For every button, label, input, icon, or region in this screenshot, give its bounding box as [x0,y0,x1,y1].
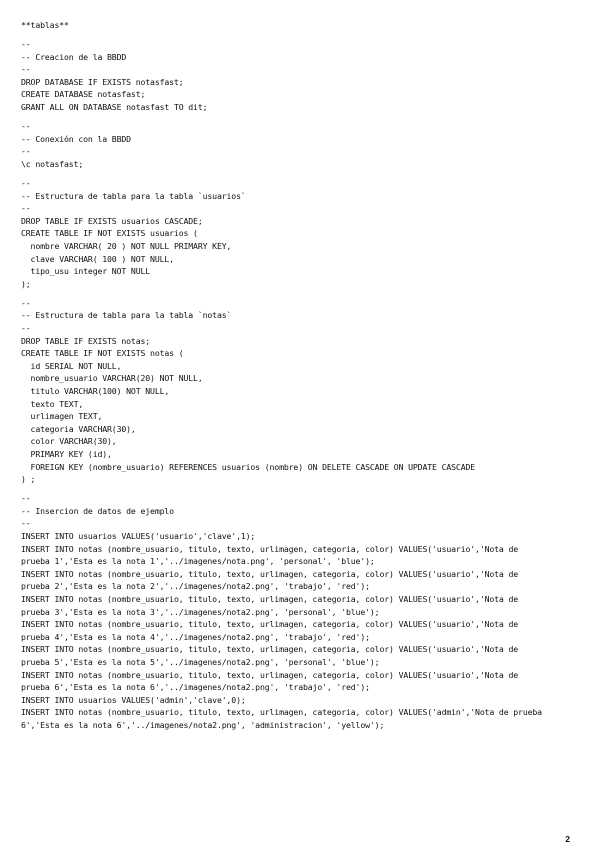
code-line: -- Estructura de tabla para la tabla `usuarios` [21,190,246,201]
code-line: -- Estructura de tabla para la tabla `notas` [21,310,232,321]
code-line: -- Creacion de la BBDD [21,51,127,62]
code-line: INSERT INTO usuarios VALUES('usuario','clave',1); [21,531,256,542]
document-heading: **tablas** [21,20,69,30]
code-line: INSERT INTO notas (nombre_usuario, titulo, texto, urlimagen, categoria, color) VALUES('usuario','Nota de [21,594,519,605]
code-line: -- [21,323,31,334]
code-block [21,492,581,731]
code-line: ) ; [21,474,36,485]
code-line: CREATE DATABASE notasfast; [21,89,146,100]
code-block [21,38,581,114]
code-line: color VARCHAR(30), [21,436,117,447]
code-line: INSERT INTO usuarios VALUES('admin','clave',0); [21,694,246,705]
document-page [21,19,581,732]
code-line: CREATE TABLE IF NOT EXISTS notas ( [21,348,184,359]
code-line: -- [21,493,31,504]
code-line: -- [21,121,31,132]
code-line: titulo VARCHAR(100) NOT NULL, [21,386,170,397]
code-line: INSERT INTO notas (nombre_usuario, titulo, texto, urlimagen, categoria, color) VALUES('usuario','Nota de [21,669,519,680]
code-line: -- Conexión con la BBDD [21,133,131,144]
page-number: 2 [565,834,570,844]
code-line: -- [21,39,31,50]
code-line: nombre VARCHAR( 20 ) NOT NULL PRIMARY KEY, [21,241,232,251]
code-line: DROP TABLE IF EXISTS notas; [21,335,151,346]
code-block [21,120,581,170]
code-line: ); [21,278,31,289]
code-line: INSERT INTO notas (nombre_usuario, titulo, texto, urlimagen, categoria, color) VALUES('usuario','Nota de [21,644,519,655]
code-line: texto TEXT, [21,398,84,409]
code-line: INSERT INTO notas (nombre_usuario, titulo, texto, urlimagen, categoria, color) VALUES('usuario','Nota de [21,543,519,554]
code-line: -- [21,203,31,214]
code-line: prueba 2','Esta es la nota 2','../imagenes/nota2.png', 'trabajo', 'red'); [21,581,370,592]
code-line: prueba 3','Esta es la nota 3','../imagenes/nota2.png', 'personal', 'blue'); [21,606,380,617]
code-line: nombre_usuario VARCHAR(20) NOT NULL, [21,373,203,384]
code-line: clave VARCHAR( 100 ) NOT NULL, [21,253,174,264]
code-block [21,297,581,486]
code-line: -- [21,178,31,189]
code-line: DROP TABLE IF EXISTS usuarios CASCADE; [21,215,203,226]
code-line: -- [21,297,31,308]
sql-code-listing [21,38,581,731]
code-line: -- [21,146,31,157]
code-line: INSERT INTO notas (nombre_usuario, titulo, texto, urlimagen, categoria, color) VALUES('usuario','Nota de [21,619,519,630]
code-line: urlimagen TEXT, [21,411,103,422]
code-line: prueba 4','Esta es la nota 4','../imagenes/nota2.png', 'trabajo', 'red'); [21,631,370,642]
code-block [21,177,581,290]
code-line: PRIMARY KEY (id), [21,449,112,459]
code-line: categoria VARCHAR(30), [21,423,136,434]
code-line: -- Insercion de datos de ejemplo [21,505,174,516]
code-line: CREATE TABLE IF NOT EXISTS usuarios ( [21,228,198,239]
code-line: FOREIGN KEY (nombre_usuario) REFERENCES usuarios (nombre) ON DELETE CASCADE ON UPDATE CASCADE [21,461,476,472]
code-line: \c notasfast; [21,158,84,169]
code-line: prueba 6','Esta es la nota 6','../imagenes/nota2.png', 'trabajo', 'red'); [21,682,370,693]
code-line: -- [21,518,31,529]
code-line: prueba 5','Esta es la nota 5','../imagenes/nota2.png', 'personal', 'blue'); [21,657,380,667]
code-line: GRANT ALL ON DATABASE notasfast TO dit; [21,102,208,113]
code-line: tipo_usu integer NOT NULL [21,266,151,277]
code-line: -- [21,64,31,75]
code-line: 6','Esta es la nota 6','../imagenes/nota2.png', 'administracion', 'yellow'); [21,719,385,730]
code-line: id SERIAL NOT NULL, [21,360,122,371]
code-line: INSERT INTO notas (nombre_usuario, titulo, texto, urlimagen, categoria, color) VALUES('usuario','Nota de [21,568,519,579]
code-line: prueba 1','Esta es la nota 1','../imagenes/nota.png', 'personal', 'blue'); [21,556,375,567]
code-line: INSERT INTO notas (nombre_usuario, titulo, texto, urlimagen, categoria, color) VALUES('admin','Nota de prueba [21,707,542,718]
code-line: DROP DATABASE IF EXISTS notasfast; [21,76,184,87]
